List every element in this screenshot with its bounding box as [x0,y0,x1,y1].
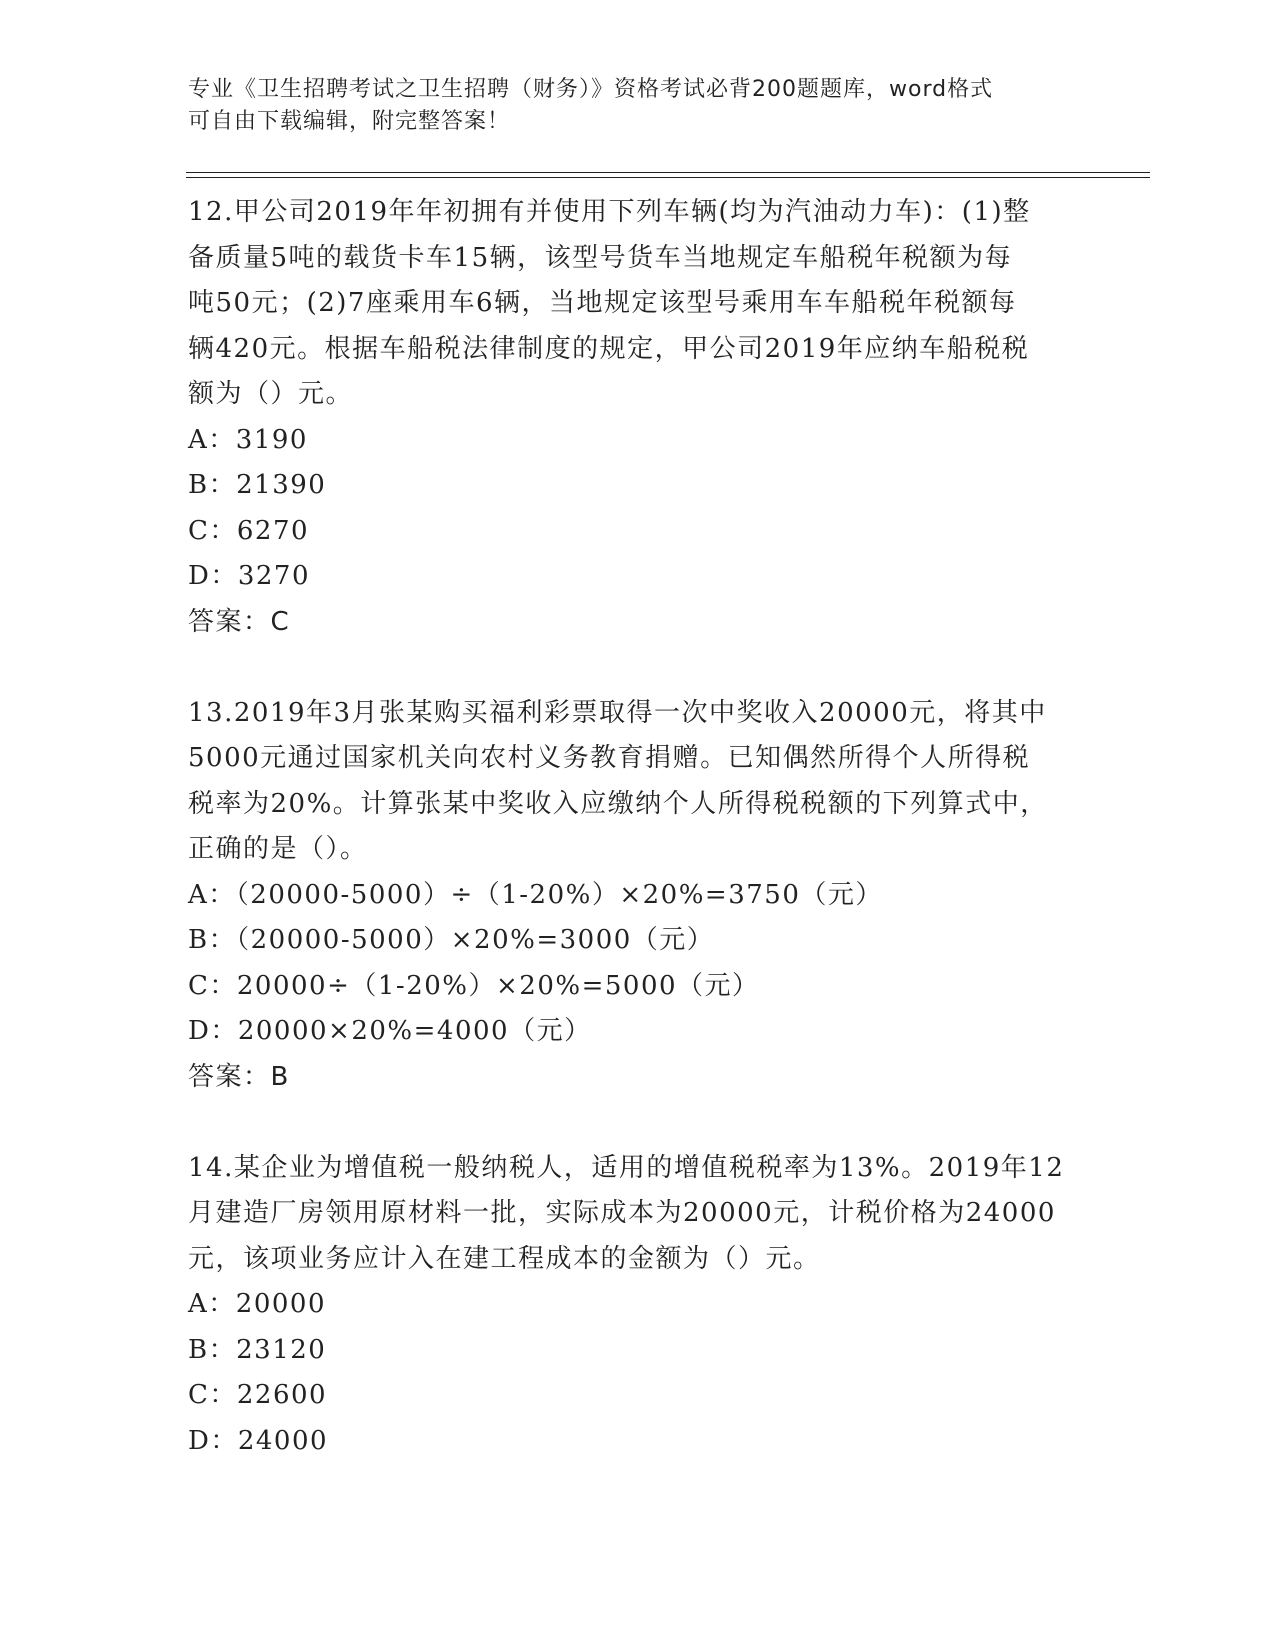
option-c: C：6270 [188,515,310,546]
question-text-line: 5000元通过国家机关向农村义务教育捐赠。已知偶然所得个人所得税 [188,743,1031,773]
option-d: D：20000×20%=4000（元） [188,1016,592,1046]
answer-label: 答案：B [188,1061,290,1092]
answer-label: 答案：C [188,606,291,637]
question-list [188,190,1088,1464]
question-spacer [188,1100,1088,1146]
option-b: B：21390 [188,470,327,500]
header-title-line-1: 专业《卫生招聘考试之卫生招聘（财务）》资格考试必背200题题库，word格式 [188,77,994,102]
question-text-line: 额为（）元。 [188,379,354,409]
option-a: A：（20000-5000）÷（1-20%）×20%=3750（元） [188,879,883,910]
question-text-line: 备质量5吨的载货卡车15辆，该型号货车当地规定车船税年税额为每 [188,242,1013,273]
question-block [188,691,1088,1101]
option-a: A：3190 [188,424,308,455]
option-b: B：23120 [188,1334,327,1365]
option-c: C：22600 [188,1380,328,1410]
option-a: A：20000 [188,1289,326,1319]
question-text-line: 正确的是（）。 [188,834,368,864]
document-header [188,74,1088,138]
header-title-line-2: 可自由下载编辑，附完整答案！ [188,109,511,134]
header-divider-bottom [186,177,1150,178]
question-text-line: 14.某企业为增值税一般纳税人，适用的增值税税率为13%。2019年12 [188,1152,1065,1183]
option-d: D：3270 [188,561,311,591]
question-block [188,1146,1088,1465]
question-text-line: 税率为20%。计算张某中奖收入应缴纳个人所得税税额的下列算式中， [188,788,1048,819]
question-text-line: 13.2019年3月张某购买福利彩票取得一次中奖收入20000元，将其中 [188,697,1047,728]
question-block [188,190,1088,645]
question-text-line: 月建造厂房领用原材料一批，实际成本为20000元，计税价格为24000 [188,1198,1056,1228]
option-d: D：24000 [188,1425,329,1456]
option-b: B：（20000-5000）×20%=3000（元） [188,925,715,955]
question-text-line: 元，该项业务应计入在建工程成本的金额为（）元。 [188,1243,821,1274]
header-divider-top [186,172,1150,173]
question-text-line: 12.甲公司2019年年初拥有并使用下列车辆(均为汽油动力车)：(1)整 [188,197,1031,227]
question-text-line: 辆420元。根据车船税法律制度的规定，甲公司2019年应纳车船税税 [188,333,1030,364]
question-spacer [188,645,1088,691]
question-text-line: 吨50元；(2)7座乘用车6辆，当地规定该型号乘用车车船税年税额每 [188,288,1017,318]
option-c: C：20000÷（1-20%）×20%=5000（元） [188,970,760,1001]
